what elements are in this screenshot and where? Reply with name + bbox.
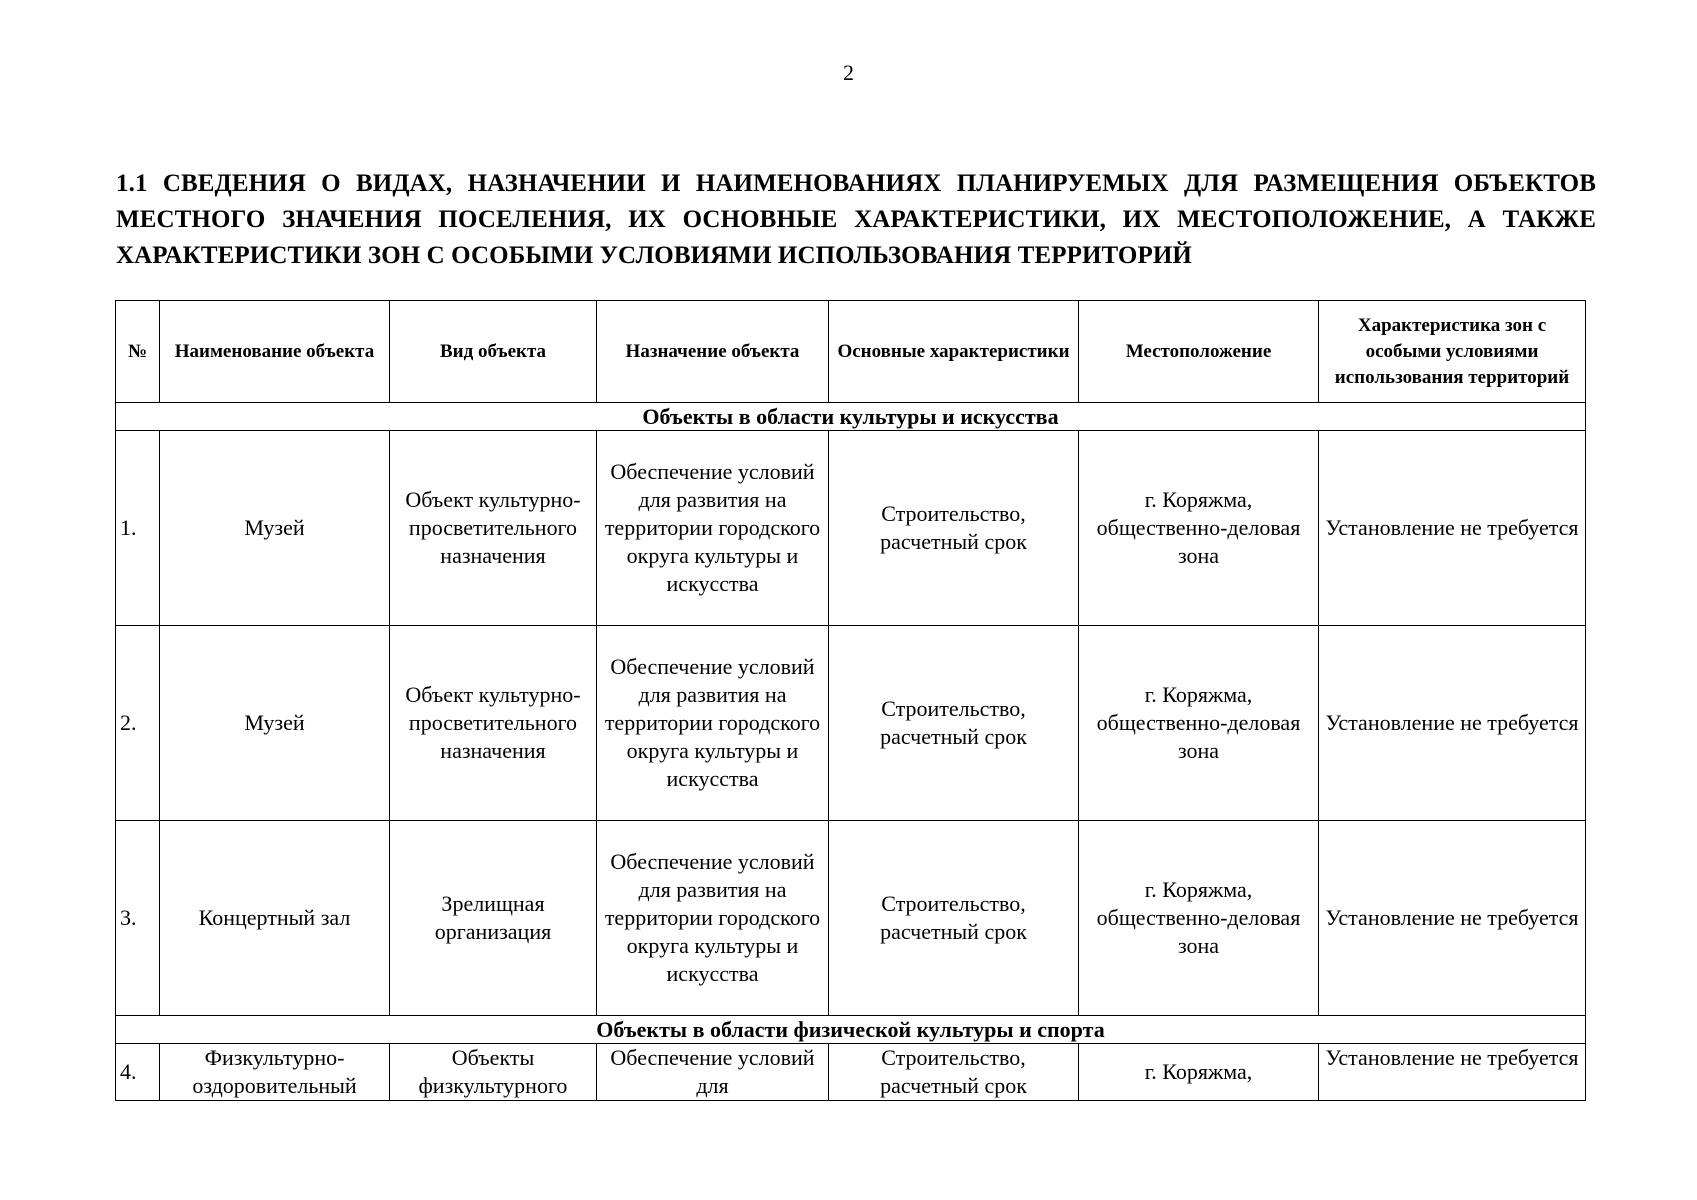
header-name: Наименование объекта xyxy=(160,301,390,403)
cell-name: Музей xyxy=(160,431,390,626)
cell-zones: Установление не требуется xyxy=(1319,626,1586,821)
table-row xyxy=(116,1044,1586,1101)
cell-zones: Установление не требуется xyxy=(1319,1044,1586,1101)
header-purpose: Назначение объекта xyxy=(597,301,829,403)
header-type: Вид объекта xyxy=(390,301,597,403)
cell-characteristics: Строительство, расчетный срок xyxy=(829,821,1079,1016)
cell-characteristics: Строительство, расчетный срок xyxy=(829,1044,1079,1101)
section-title: 1.1 СВЕДЕНИЯ О ВИДАХ, НАЗНАЧЕНИИ И НАИМЕНОВАНИЯХ ПЛАНИРУЕМЫХ ДЛЯ РАЗМЕЩЕНИЯ ОБЪЕКТОВ МЕСТНОГО ЗНАЧЕНИЯ ПОСЕЛЕНИЯ, ИХ ОСНОВНЫЕ ХАРАКТЕРИСТИКИ, ИХ МЕСТОПОЛОЖЕНИЕ, А ТАКЖЕ ХАРАКТЕРИСТИКИ ЗОН С ОСОБЫМИ УСЛОВИЯМИ ИСПОЛЬЗОВАНИЯ ТЕРРИТОРИЙ xyxy=(116,170,1596,269)
cell-location: г. Коряжма, общественно-деловая зона xyxy=(1079,821,1319,1016)
cell-purpose: Обеспечение условий для xyxy=(597,1044,829,1101)
cell-location: г. Коряжма, xyxy=(1079,1044,1319,1101)
header-num: № xyxy=(116,301,160,403)
cell-zones: Установление не требуется xyxy=(1319,821,1586,1016)
cell-num: 4. xyxy=(116,1044,160,1101)
section-row-sport xyxy=(116,1016,1586,1044)
page-number: 2 xyxy=(843,60,854,85)
cell-num: 3. xyxy=(116,821,160,1016)
cell-type: Зрелищная организация xyxy=(390,821,597,1016)
cell-purpose: Обеспечение условий для развития на территории городского округа культуры и искусства xyxy=(597,431,829,626)
cell-type: Объекты физкультурного xyxy=(390,1044,597,1101)
cell-num: 1. xyxy=(116,431,160,626)
section-heading: Объекты в области культуры и искусства xyxy=(116,403,1586,431)
cell-name: Концертный зал xyxy=(160,821,390,1016)
header-zones: Характеристика зон с особыми условиями использования территорий xyxy=(1319,301,1586,403)
cell-zones: Установление не требуется xyxy=(1319,431,1586,626)
table-row xyxy=(116,821,1586,1016)
cell-name: Музей xyxy=(160,626,390,821)
cell-num: 2. xyxy=(116,626,160,821)
cell-location: г. Коряжма, общественно-деловая зона xyxy=(1079,626,1319,821)
table-row xyxy=(116,431,1586,626)
table-header-row xyxy=(116,301,1586,403)
cell-type: Объект культурно-просветительного назначения xyxy=(390,626,597,821)
cell-purpose: Обеспечение условий для развития на территории городского округа культуры и искусства xyxy=(597,626,829,821)
section-heading: Объекты в области физической культуры и спорта xyxy=(116,1016,1586,1044)
cell-location: г. Коряжма, общественно-деловая зона xyxy=(1079,431,1319,626)
header-characteristics: Основные характеристики xyxy=(829,301,1079,403)
cell-characteristics: Строительство, расчетный срок xyxy=(829,431,1079,626)
header-location: Местоположение xyxy=(1079,301,1319,403)
objects-table xyxy=(115,300,1586,1101)
cell-name: Физкультурно-оздоровительный xyxy=(160,1044,390,1101)
section-row-culture xyxy=(116,403,1586,431)
cell-type: Объект культурно-просветительного назначения xyxy=(390,431,597,626)
table-row xyxy=(116,626,1586,821)
cell-characteristics: Строительство, расчетный срок xyxy=(829,626,1079,821)
cell-purpose: Обеспечение условий для развития на территории городского округа культуры и искусства xyxy=(597,821,829,1016)
